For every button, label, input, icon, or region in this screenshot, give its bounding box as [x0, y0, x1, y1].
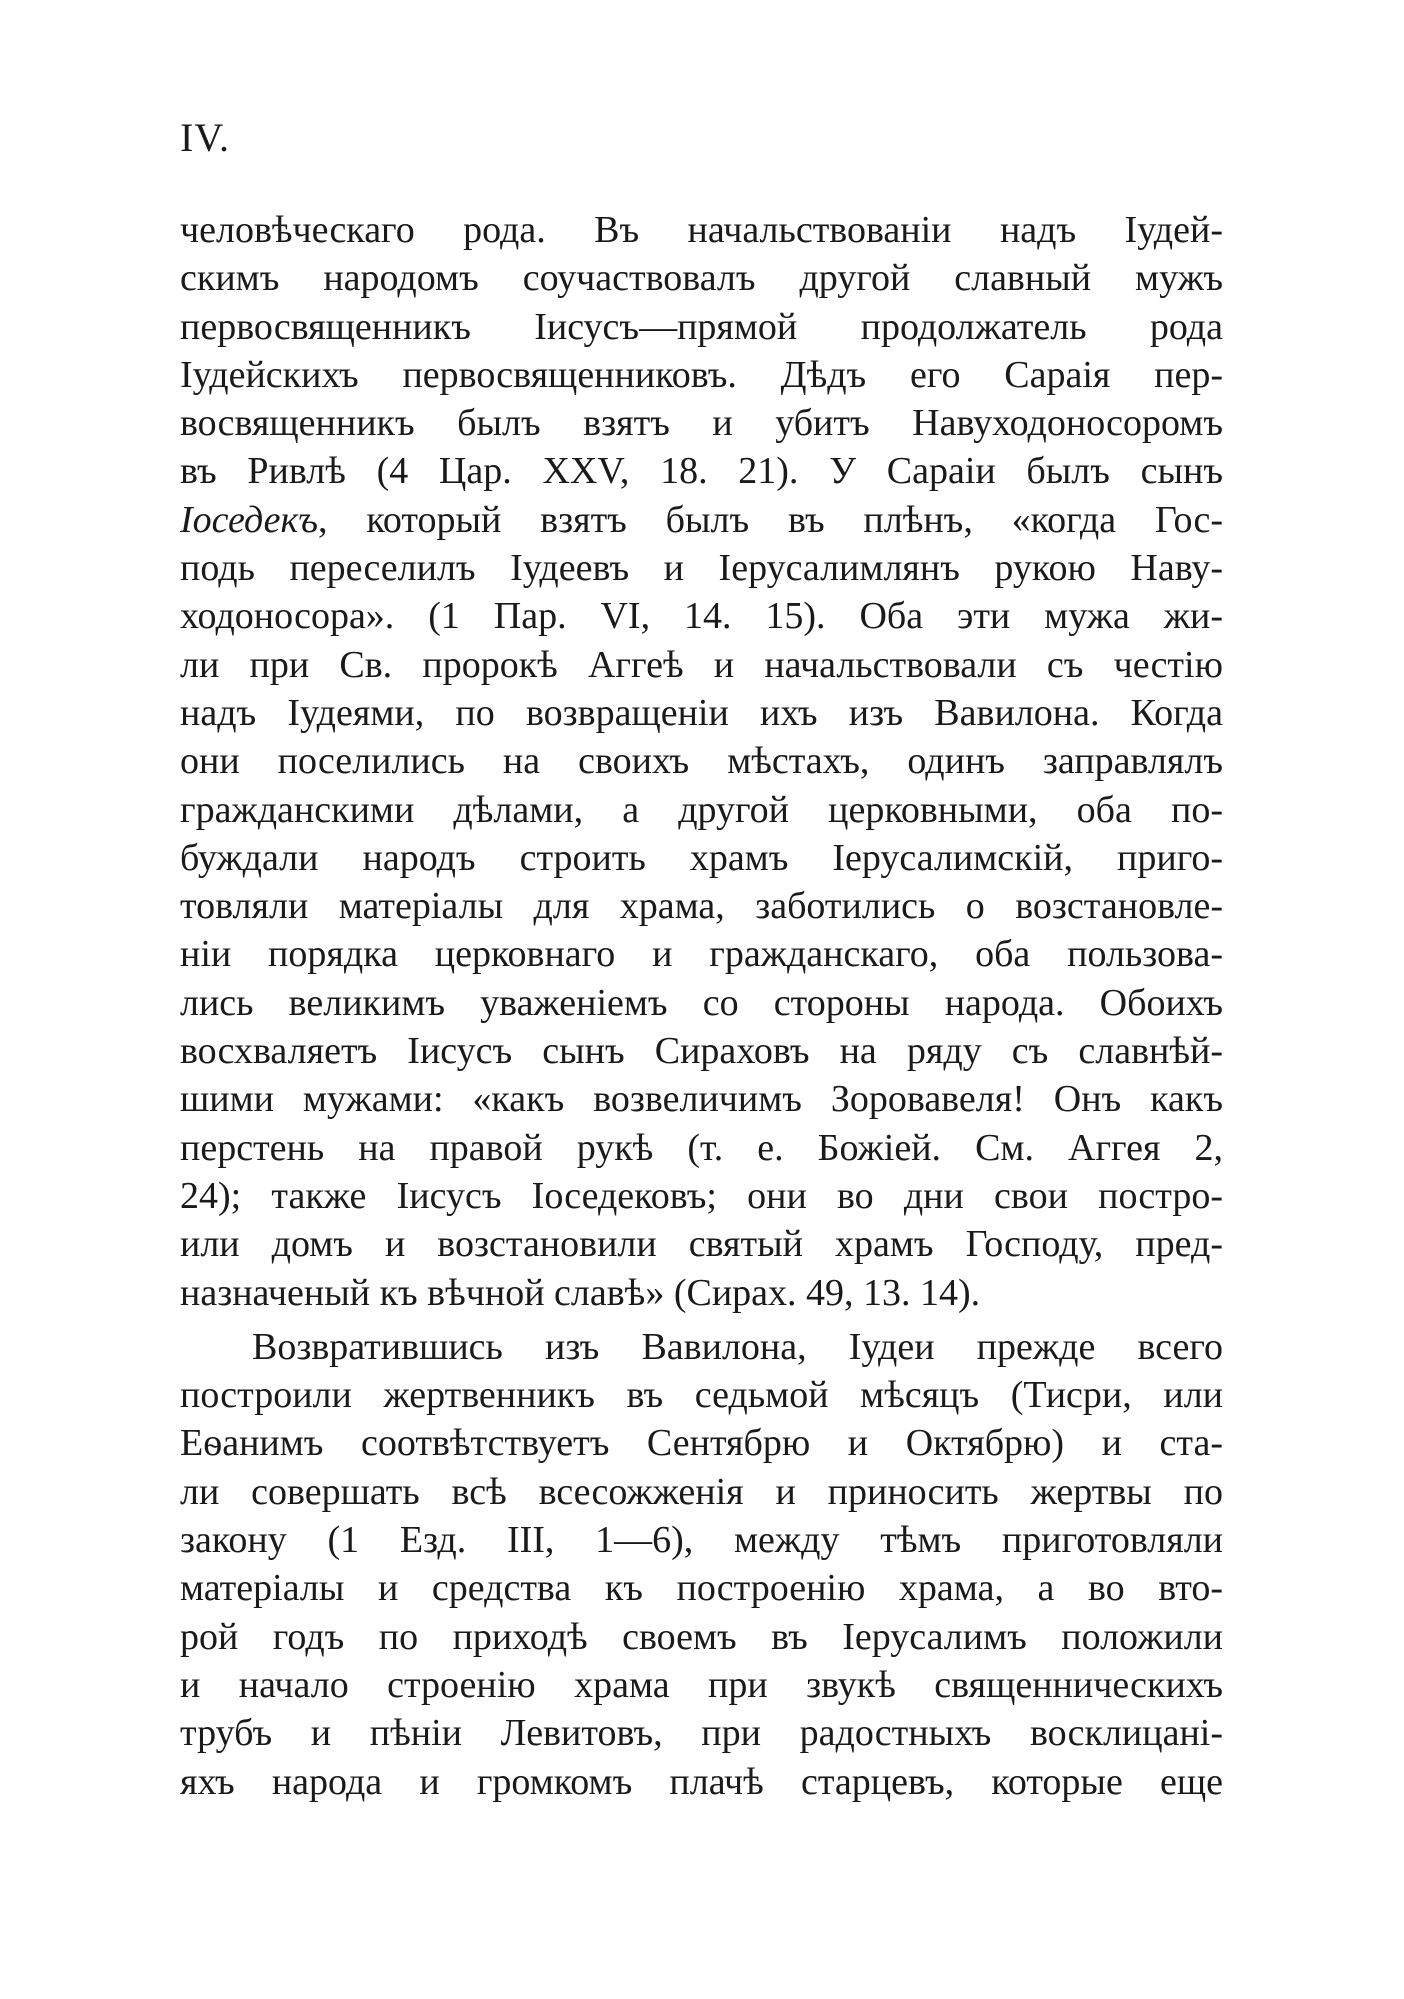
text-line: человѣческаго рода. Въ начальствованіи надъ Іудей- — [180, 209, 1223, 251]
text-line: Еѳанимъ соотвѣтствуетъ Сентябрю и Октябрю) и ста- — [180, 1422, 1223, 1465]
text-line: восхваляетъ Іисусъ сынъ Сираховъ на ряду съ славнѣй- — [180, 1030, 1223, 1073]
text-line: 24); также Іисусъ Іоседековъ; они во дни свои постро- — [180, 1174, 1223, 1217]
text-line: они поселились на своихъ мѣстахъ, одинъ заправлялъ — [180, 740, 1223, 783]
text-line: рой годъ по приходѣ своемъ въ Іерусалимъ положили — [180, 1615, 1223, 1658]
text-line: построили жертвенникъ въ седьмой мѣсяцъ (Тисри, или — [180, 1374, 1223, 1417]
text-line: трубъ и пѣніи Левитовъ, при радостныхъ восклицані- — [180, 1712, 1223, 1755]
text-line: перстень на правой рукѣ (т. е. Божіей. См. Аггея 2, — [180, 1126, 1223, 1169]
text-line: ли совершать всѣ всесожженія и приносить жертвы по — [180, 1470, 1223, 1513]
text-line: Іоседекъ, который взятъ былъ въ плѣнъ, «когда Гос- — [180, 498, 1223, 541]
text-line: первосвященникъ Іисусъ—прямой продолжатель рода — [180, 305, 1223, 348]
text-line: въ Ривлѣ (4 Цар. XXV, 18. 21). У Сараіи былъ сынъ — [180, 450, 1223, 493]
paragraph-1 — [180, 206, 1223, 1317]
text-line: надъ Іудеями, по возвращеніи ихъ изъ Вавилона. Когда — [180, 691, 1223, 734]
text-line: шими мужами: «какъ возвеличимъ Зоровавеля! Онъ какъ — [180, 1078, 1223, 1121]
text-line: Іудейскихъ первосвященниковъ. Дѣдъ его Сараія пер- — [180, 353, 1223, 396]
text-line: гражданскими дѣлами, а другой церковными, оба по- — [180, 788, 1223, 831]
italic-name: Іоседекъ — [180, 498, 318, 541]
text-line: Возвратившись изъ Вавилона, Іудеи прежде всего — [252, 1325, 1223, 1368]
text-line: лись великимъ уваженіемъ со стороны народа. Обоихъ — [180, 981, 1223, 1024]
body-text — [180, 206, 1223, 1806]
text-line: ли при Св. пророкѣ Аггеѣ и начальствовали съ честію — [180, 643, 1223, 686]
page-number: IV. — [180, 115, 231, 160]
text-line: скимъ народомъ соучаствовалъ другой славный мужъ — [180, 257, 1223, 300]
text-line: яхъ народа и громкомъ плачѣ старцевъ, которые еще — [180, 1760, 1223, 1803]
text-line: закону (1 Езд. III, 1—6), между тѣмъ приготовляли — [180, 1519, 1223, 1562]
paragraph-2 — [180, 1323, 1223, 1806]
text-line: матеріалы и средства къ построенію храма, а во вто- — [180, 1567, 1223, 1610]
text-line: и начало строенію храма при звукѣ священническихъ — [180, 1663, 1223, 1706]
text-line: буждали народъ строить храмъ Іерусалимскій, приго- — [180, 836, 1223, 879]
text-line: назначеный къ вѣчной славѣ» (Сирах. 49, 13. 14). — [180, 1271, 981, 1314]
text-line: или домъ и возстановили святый храмъ Господу, пред- — [180, 1223, 1223, 1266]
text-line: восвященникъ былъ взятъ и убитъ Навуходоносоромъ — [180, 402, 1223, 445]
text-line: товляли матеріалы для храма, заботились о возстановле- — [180, 885, 1223, 928]
text-line: ходоносора». (1 Пар. VI, 14. 15). Оба эти мужа жи- — [180, 595, 1223, 638]
text-line: ніи порядка церковнаго и гражданскаго, оба пользова- — [180, 933, 1223, 976]
text-line: подь переселилъ Іудеевъ и Іерусалимлянъ рукою Наву- — [180, 547, 1223, 590]
